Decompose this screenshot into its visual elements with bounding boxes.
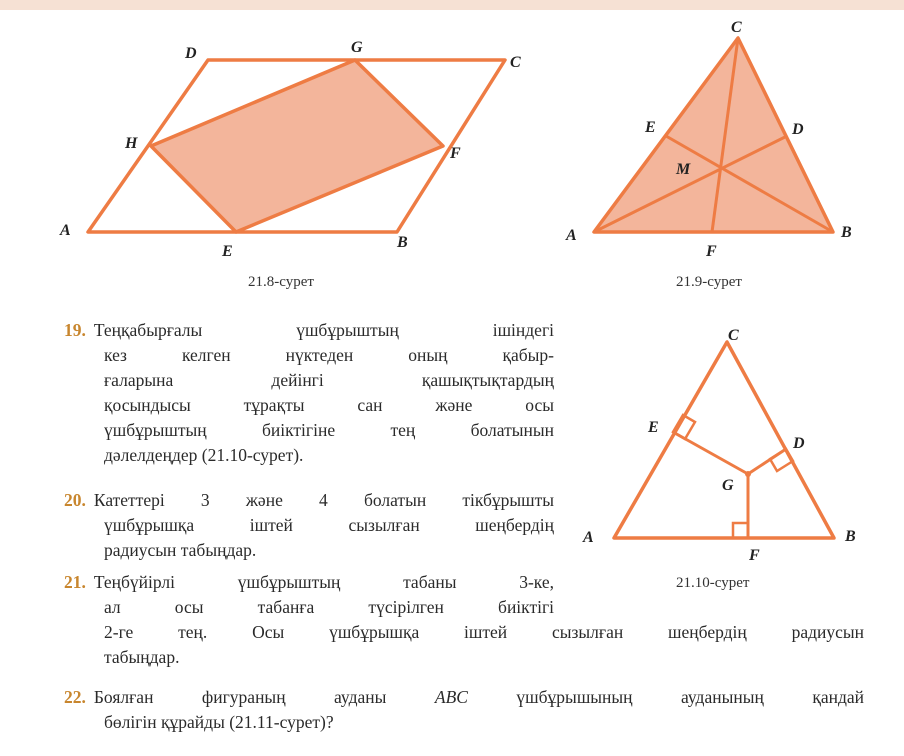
problem-21 (64, 570, 864, 670)
problem-text-line: 2-ге тең. Осы үшбұрышқа іштей сызылған шеңбердің радиусын (104, 622, 864, 642)
point-label-B: B (397, 234, 408, 251)
point-label-G: G (722, 477, 734, 494)
problem-19 (64, 318, 554, 468)
problem-22 (64, 685, 864, 735)
problem-number: 22. (64, 687, 86, 707)
problem-text-line: қосындысы тұрақты сан және осы (104, 395, 554, 415)
problem-text-line: Теңқабырғалы үшбұрыштың ішіндегі (93, 320, 554, 340)
problem-text-line: Боялған фигураның ауданы (93, 687, 435, 707)
point-label-F: F (450, 145, 461, 162)
figure-21-8 (59, 39, 521, 260)
figure-caption-21-10: 21.10-сурет (676, 575, 750, 591)
point-label-E: E (645, 119, 656, 136)
point-label-D: D (792, 121, 804, 138)
point-label-C: C (731, 19, 742, 36)
point-label-E: E (222, 243, 233, 260)
point-label-F: F (706, 243, 717, 260)
problem-text-line: үшбұрышының ауданының қандай (467, 687, 864, 707)
right-angle-mark-F (733, 523, 748, 538)
point-label-A: A (583, 529, 594, 546)
point-label-F: F (749, 547, 760, 564)
figure-caption-21-9: 21.9-сурет (676, 274, 742, 290)
problem-text-line: табыңдар. (104, 647, 180, 667)
problem-number: 21. (64, 572, 86, 592)
problem-text-line: үшбұрыштың биіктігіне тең болатынын (104, 420, 554, 440)
problem-number: 19. (64, 320, 86, 340)
point-label-E: E (648, 419, 659, 436)
figure-21-10 (582, 327, 856, 564)
point-label-B: B (841, 224, 852, 241)
problem-text-line: үшбұрышқа іштей сызылған шеңбердің (104, 515, 554, 535)
problem-text-line: Теңбүйірлі үшбұрыштың табаны 3-ке, (93, 572, 554, 592)
point-G (745, 471, 751, 477)
problem-text-line: ғаларына дейінгі қашықтықтардың (104, 370, 554, 390)
point-label-G: G (351, 39, 363, 56)
point-label-A: A (60, 222, 71, 239)
point-label-B: B (845, 528, 856, 545)
point-label-C: C (510, 54, 521, 71)
problem-20 (64, 488, 554, 563)
figure-21-9 (565, 19, 852, 260)
triangle-name-italic: ABC (434, 687, 468, 707)
figure-caption-21-8: 21.8-сурет (248, 274, 314, 290)
point-label-D: D (793, 435, 805, 452)
point-label-D: D (185, 45, 197, 62)
point-label-A: A (566, 227, 577, 244)
problem-text-line: Катеттері 3 және 4 болатын тікбұрышты (93, 490, 554, 510)
point-label-M: M (676, 161, 691, 178)
point-label-H: H (125, 135, 138, 152)
problem-text-line: ал осы табанға түсірілген биіктігі (104, 597, 554, 617)
problem-text-line: бөлігін құрайды (21.11-сурет)? (104, 712, 334, 732)
problem-text-line: радиусын табыңдар. (104, 540, 257, 560)
problem-text-line: дәлелдеңдер (21.10-сурет). (104, 445, 304, 465)
point-label-C: C (728, 327, 739, 344)
problem-number: 20. (64, 490, 86, 510)
problem-text-line: кез келген нүктеден оның қабыр- (104, 345, 554, 365)
